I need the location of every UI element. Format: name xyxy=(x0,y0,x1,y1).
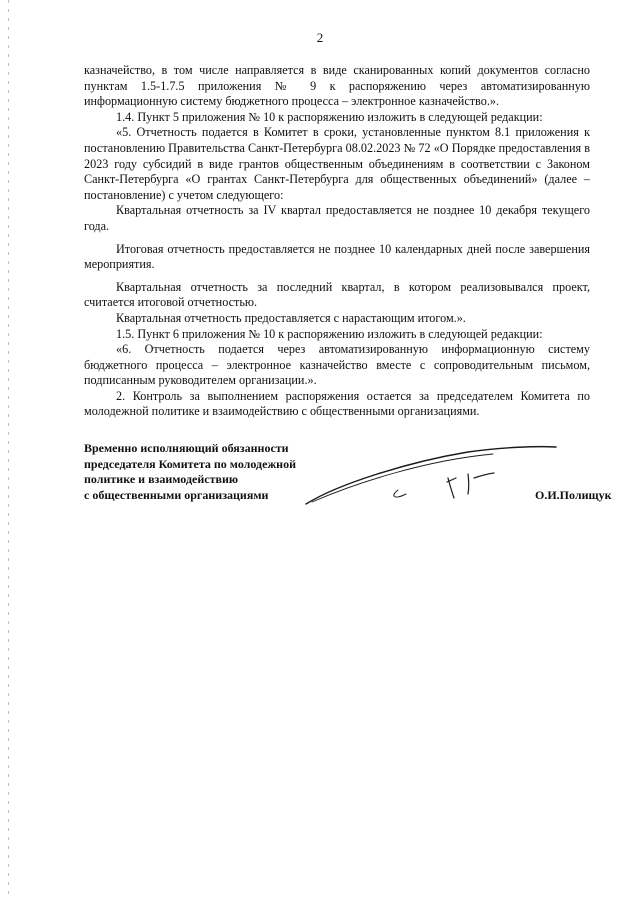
paragraph-last-quarter: Квартальная отчетность за последний квартал, в котором реализовывался проект, считается итоговой отчетностью. xyxy=(84,279,590,310)
paragraph-item-2-control: 2. Контроль за выполнением распоряжения остается за председателем Комитета по молодежной политике и взаимодействию с общественными организациями. xyxy=(84,388,590,419)
paragraph-point-6: «6. Отчетность подается через автоматизированную информационную систему бюджетного процесса – электронное казначейство вместе с сопроводительным письмом, подписанным руководителем организации.». xyxy=(84,342,590,388)
signatory-title-line: политике и взаимодействию xyxy=(84,472,239,487)
document-body xyxy=(84,63,590,420)
handwritten-signature xyxy=(298,438,560,512)
signatory-title xyxy=(84,441,296,503)
page-number: 2 xyxy=(316,30,324,45)
paragraph-q4-report: Квартальная отчетность за IV квартал предоставляется не позднее 10 декабря текущего года. xyxy=(84,203,590,233)
paragraph-continuation: казначейство, в том числе направляется в виде сканированных копий документов согласно пунктам 1.5-1.7.5 приложения № 9 к распоряжению через автоматизированную информационную систему бюджетного процесса – электронное казначейство.». xyxy=(84,63,590,109)
paragraph-point-5: «5. Отчетность подается в Комитет в сроки, установленные пунктом 8.1 приложения к постановлению Правительства Санкт-Петербурга 08.02.2023 № 72 «О Порядке предоставления в 2023 году субсидий в виде грантов общественным объединениям в соответствии с Законом Санкт-Петербурга «О грантах Санкт-Петербурга для общественных объединений» (далее – постановление) с учетом следующего: xyxy=(84,125,590,202)
scan-edge-artifact xyxy=(8,0,9,899)
paragraph-item-1-4: 1.4. Пункт 5 приложения № 10 к распоряжению изложить в следующей редакции: xyxy=(116,109,543,124)
signatory-title-line: с общественными организациями xyxy=(84,487,269,502)
signatory-title-line: Временно исполняющий обязанности xyxy=(84,441,289,455)
signatory-title-line: председателя Комитета по молодежной xyxy=(84,456,296,471)
paragraph-item-1-5: 1.5. Пункт 6 приложения № 10 к распоряжению изложить в следующей редакции: xyxy=(116,326,543,341)
paragraph-cumulative: Квартальная отчетность предоставляется с нарастающим итогом.». xyxy=(116,310,466,325)
paragraph-final-report: Итоговая отчетность предоставляется не позднее 10 календарных дней после завершения мероприятия. xyxy=(84,241,590,272)
signer-name: О.И.Полищук xyxy=(535,488,612,502)
